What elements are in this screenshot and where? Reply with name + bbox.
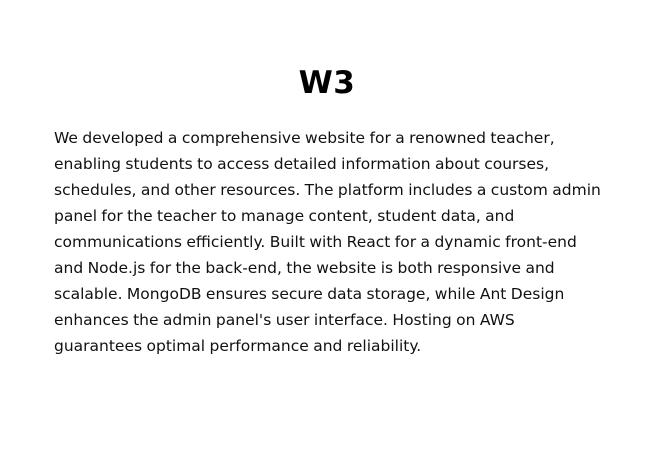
project-description: We developed a comprehensive website for a renowned teacher, enabling students to access detailed information about courses, schedules, and other resources. The platform includes a custom admin panel for the teacher to manage content, student data, and communications efficiently. Built with React for a dynamic front-end and Node.js for the back-end, the website is both responsive and scalable. MongoDB ensures secure data storage, while Ant Design enhances the admin panel's user interface. Hosting on AWS guarantees optimal performance and reliability. [54,129,601,355]
project-title: W3 [298,65,356,101]
